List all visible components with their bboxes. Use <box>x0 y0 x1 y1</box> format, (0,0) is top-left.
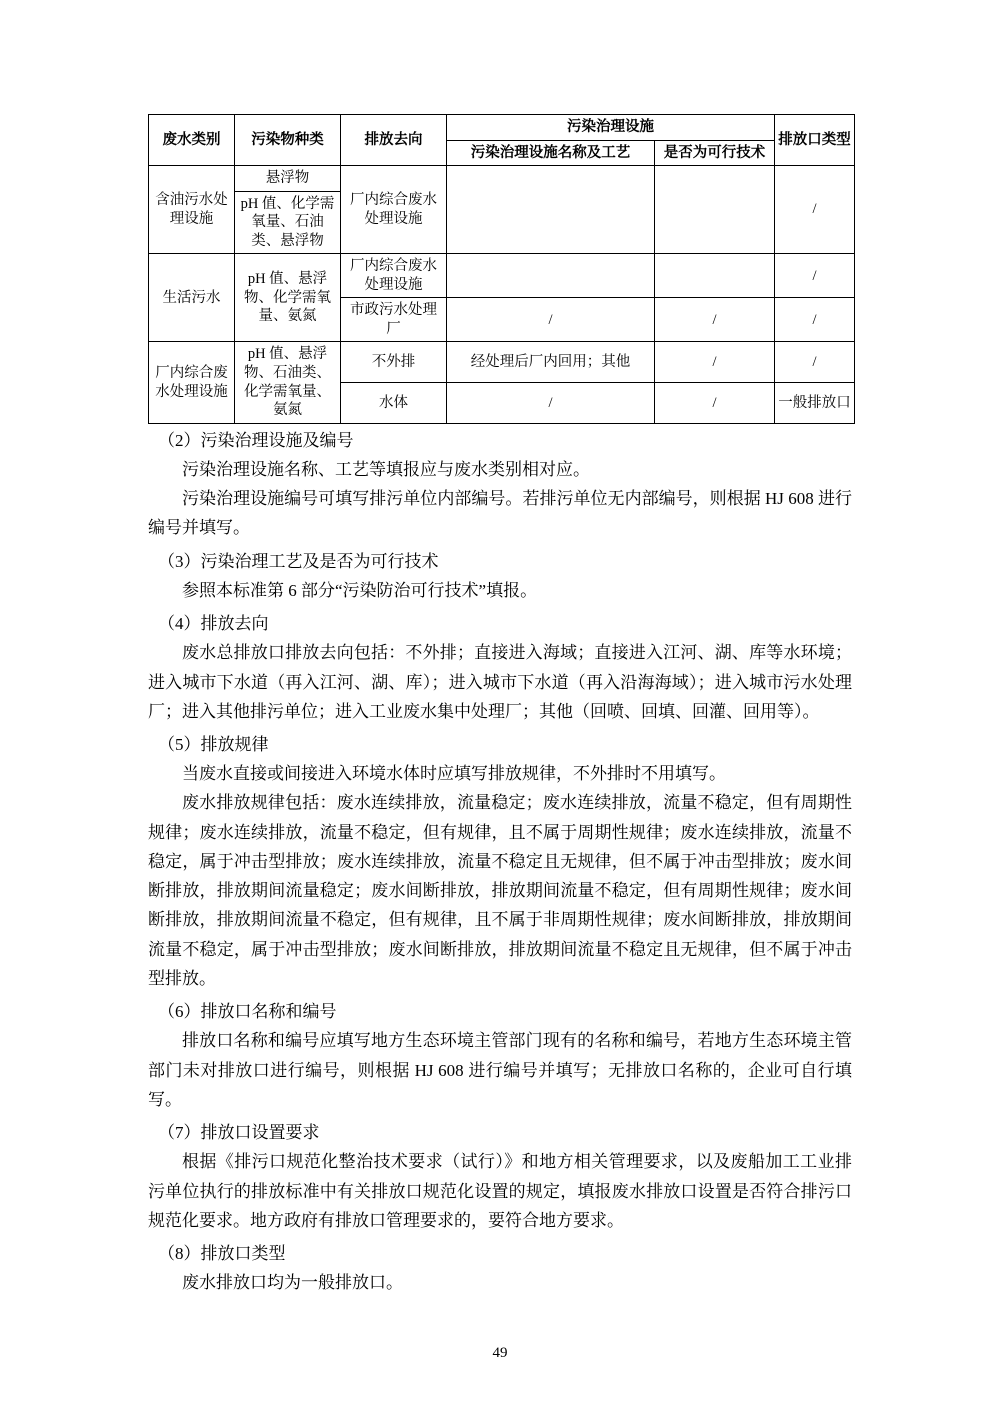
cell-waste-category: 生活污水 <box>149 254 235 342</box>
cell-facility-name: 经处理后厂内回用；其他 <box>447 342 655 383</box>
cell-discharge-destination: 市政污水处理厂 <box>341 298 447 342</box>
section-5-paragraph-2: 废水排放规律包括：废水连续排放，流量稳定；废水连续排放，流量不稳定，但有周期性规律；废水连续排放，流量不稳定，但有规律，且不属于周期性规律；废水连续排放，流量不稳定，属于冲击型排放；废水连续排放，流量不稳定且无规律，但不属于冲击型排放；废水间断排放，排放期间流量稳定；废水间断排放，排放期间流量不稳定，但有周期性规律；废水间断排放，排放期间流量不稳定，但有规律，且不属于非周期性规律；废水间断排放，排放期间流量不稳定，属于冲击型排放；废水间断排放，排放期间流量不稳定且无规律，但不属于冲击型排放。 <box>148 793 852 988</box>
cell-outlet-type: / <box>775 254 855 298</box>
cell-outlet-type: / <box>775 166 855 254</box>
section-title-8: （8）排放口类型 <box>158 1243 286 1263</box>
section-2-paragraph-2: 污染治理设施编号可填写排污单位内部编号。若排污单位无内部编号，则根据 HJ 608 进行编号并填写。 <box>148 489 852 538</box>
cell-feasible-tech: / <box>655 342 775 383</box>
cell-facility-name: / <box>447 383 655 424</box>
page-number: 49 <box>492 1345 508 1361</box>
header-discharge-destination: 排放去向 <box>341 115 447 166</box>
cell-feasible-tech <box>655 166 775 254</box>
cell-pollutant-type: pH 值、悬浮物、化学需氧量、氨氮 <box>235 254 341 342</box>
section-3-paragraph-1: 参照本标准第 6 部分“污染防治可行技术”填报。 <box>182 580 538 600</box>
section-6-paragraph-1: 排放口名称和编号应填写地方生态环境主管部门现有的名称和编号，若地方生态环境主管部门未对排放口进行编号，则根据 HJ 608 进行编号并填写；无排放口名称的，企业可自行填写。 <box>148 1031 852 1109</box>
cell-pollutant-type: pH 值、化学需氧量、石油类、悬浮物 <box>235 191 341 254</box>
section-4-paragraph-1: 废水总排放口排放去向包括：不外排；直接进入海域；直接进入江河、湖、库等水环境；进入城市下水道（再入江河、湖、库）；进入城市下水道（再入沿海海域）；进入城市污水处理厂；进入其他排污单位；进入工业废水集中处理厂；其他（回喷、回填、回灌、回用等）。 <box>148 643 852 721</box>
cell-discharge-destination: 厂内综合废水处理设施 <box>341 166 447 254</box>
cell-waste-category: 含油污水处理设施 <box>149 166 235 254</box>
header-feasible-technology: 是否为可行技术 <box>655 140 775 166</box>
header-outlet-type: 排放口类型 <box>775 115 855 166</box>
cell-discharge-destination: 不外排 <box>341 342 447 383</box>
wastewater-table <box>148 114 855 424</box>
cell-feasible-tech: / <box>655 298 775 342</box>
cell-facility-name <box>447 254 655 298</box>
cell-facility-name <box>447 166 655 254</box>
section-title-3: （3）污染治理工艺及是否为可行技术 <box>158 551 439 571</box>
header-facility-name-process: 污染治理设施名称及工艺 <box>447 140 655 166</box>
section-title-2: （2）污染治理设施及编号 <box>158 430 354 450</box>
cell-pollutant-type: 悬浮物 <box>235 166 341 192</box>
header-pollutant-type: 污染物种类 <box>235 115 341 166</box>
cell-pollutant-type: pH 值、悬浮物、石油类、化学需氧量、氨氮 <box>235 342 341 423</box>
cell-feasible-tech: / <box>655 383 775 424</box>
table-row <box>149 254 855 298</box>
table-row <box>149 342 855 383</box>
cell-outlet-type: / <box>775 298 855 342</box>
cell-waste-category: 厂内综合废水处理设施 <box>149 342 235 423</box>
cell-facility-name: / <box>447 298 655 342</box>
section-title-4: （4）排放去向 <box>158 614 269 634</box>
cell-discharge-destination: 厂内综合废水处理设施 <box>341 254 447 298</box>
cell-outlet-type: 一般排放口 <box>775 383 855 424</box>
table-row <box>149 166 855 192</box>
header-waste-category: 废水类别 <box>149 115 235 166</box>
cell-discharge-destination: 水体 <box>341 383 447 424</box>
header-treatment-facility-group: 污染治理设施 <box>447 115 775 141</box>
cell-feasible-tech <box>655 254 775 298</box>
section-title-7: （7）排放口设置要求 <box>158 1123 320 1143</box>
section-8-paragraph-1: 废水排放口均为一般排放口。 <box>182 1273 403 1293</box>
cell-outlet-type: / <box>775 342 855 383</box>
table-header-row-1 <box>149 115 855 141</box>
section-title-6: （6）排放口名称和编号 <box>158 1002 337 1022</box>
section-title-5: （5）排放规律 <box>158 735 269 754</box>
section-7-paragraph-1: 根据《排污口规范化整治技术要求（试行）》和地方相关管理要求，以及废船加工工业排污单位执行的排放标准中有关排放口规范化设置的规定，填报废水排放口设置是否符合排污口规范化要求。地方政府有排放口管理要求的，要符合地方要求。 <box>148 1152 852 1230</box>
section-2-paragraph-1: 污染治理设施名称、工艺等填报应与废水类别相对应。 <box>182 459 590 479</box>
section-5-paragraph-1: 当废水直接或间接进入环境水体时应填写排放规律，不外排时不用填写。 <box>182 764 726 784</box>
